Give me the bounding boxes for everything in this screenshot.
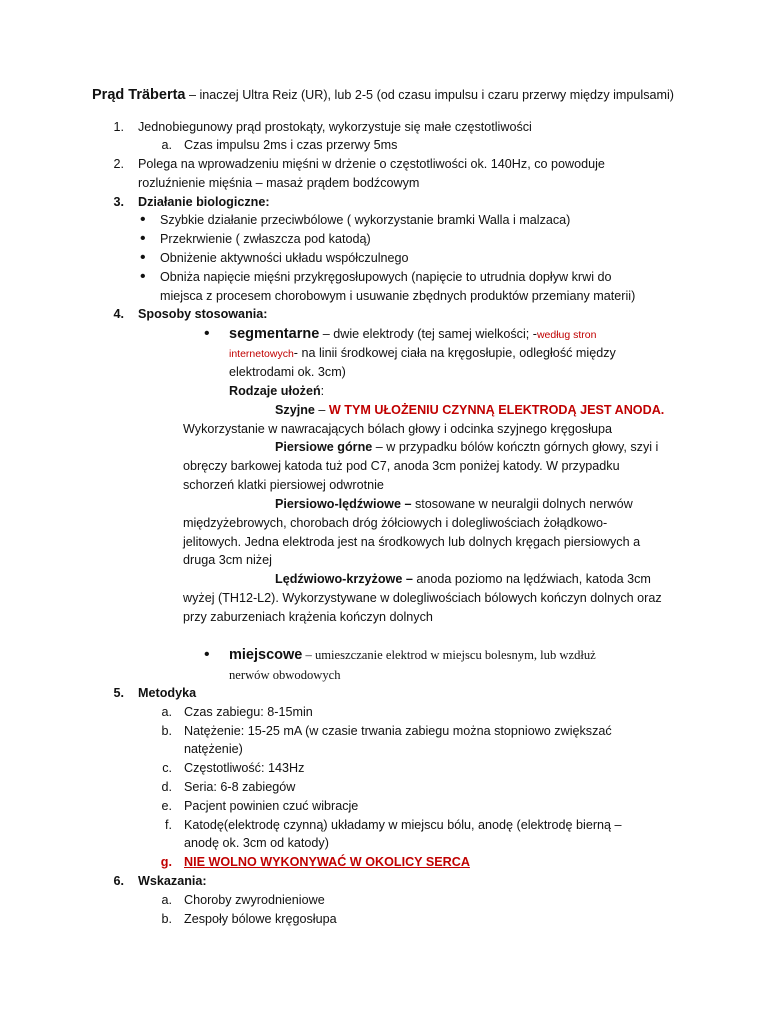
item-5e-text: Pacjent powinien czuć wibracje	[184, 799, 359, 813]
miejscowe-line1	[229, 646, 596, 664]
item-6a-text: Choroby zwyrodnieniowe	[184, 893, 325, 907]
item-5g-marker: g.	[160, 855, 172, 869]
szyjne-label: Szyjne	[275, 403, 315, 417]
rodzaje-heading	[229, 382, 324, 400]
item-2-line1: Polega na wprowadzeniu mięśni w drżenie o częstotliwości ok. 140Hz, co powoduje	[138, 157, 605, 171]
list-number-5: 5.	[113, 686, 124, 700]
list-number-6: 6.	[113, 874, 124, 888]
list-number-4: 4.	[113, 307, 124, 321]
bullet-icon: •	[204, 646, 210, 663]
bullet-icon: •	[204, 325, 210, 342]
szyjne-dash: –	[314, 403, 329, 417]
piersiowo-ledzwiowe-line2: międzyżebrowych, chorobach dróg żółciowych i dolegliwościach żołądkowo-	[183, 516, 608, 530]
item-5e-marker: e.	[161, 799, 172, 813]
item-1a-marker: a.	[161, 138, 172, 152]
item-5c-marker: c.	[162, 761, 172, 775]
item-2-line2: rozluźnienie mięśnia – masaż prądem bodźcowym	[138, 176, 420, 190]
item-3-bullet-4-line2: miejsca z procesem chorobowym i usuwanie zbędnych produktów przemiany materii)	[160, 289, 636, 303]
document-title	[92, 86, 674, 104]
rodzaje-colon: :	[320, 384, 325, 398]
segmentarne-text1: – dwie elektrody (tej samej wielkości; -	[319, 327, 537, 341]
item-3-bullet-3: Obniżenie aktywności układu współczulnego	[160, 251, 409, 265]
ledzwiowo-krzyzowe-line2: wyżej (TH12-L2). Wykorzystywane w dolegliwościach bólowych kończyn dolnych oraz	[183, 591, 662, 605]
item-3-heading: Działanie biologiczne:	[138, 195, 270, 209]
ledzwiowo-krzyzowe-label: Lędźwiowo-krzyżowe –	[275, 572, 413, 586]
segmentarne-line3: elektrodami ok. 3cm)	[229, 365, 346, 379]
piersiowo-ledzwiowe-line1	[275, 495, 633, 513]
list-number-3: 3.	[113, 195, 124, 209]
list-number-1: 1.	[113, 120, 124, 134]
item-3-bullet-1: Szybkie działanie przeciwbólowe ( wykorzystanie bramki Walla i malzaca)	[160, 213, 571, 227]
title-rest: – inaczej Ultra Reiz (UR), lub 2-5 (od czasu impulsu i czaru przerwy między impulsami)	[185, 88, 674, 102]
item-5f-line1: Katodę(elektrodę czynną) układamy w miejscu bólu, anodę (elektrodę bierną –	[184, 818, 622, 832]
miejscowe-line2: nerwów obwodowych	[229, 668, 341, 682]
list-number-2: 2.	[113, 157, 124, 171]
szyjne-line1	[275, 401, 664, 419]
ledzwiowo-krzyzowe-text1: anoda poziomo na lędźwiach, katoda 3cm	[412, 572, 651, 586]
segmentarne-line2	[229, 344, 616, 363]
segmentarne-line1	[229, 325, 596, 344]
item-5c-text: Częstotliwość: 143Hz	[184, 761, 305, 775]
item-6b-marker: b.	[161, 912, 172, 926]
piersiowo-ledzwiowe-line3: jelitowych. Jedna elektroda jest na środkowych lub dolnych kręgach piersiowych a	[183, 535, 641, 549]
ledzwiowo-krzyzowe-line1	[275, 570, 651, 588]
item-5b-marker: b.	[161, 724, 172, 738]
item-5f-marker: f.	[165, 818, 172, 832]
item-5b-line2: natężenie)	[184, 742, 243, 756]
item-6b-text: Zespoły bólowe kręgosłupa	[184, 912, 337, 926]
item-5d-marker: d.	[161, 780, 172, 794]
item-6-heading: Wskazania:	[138, 874, 207, 888]
piersiowo-ledzwiowe-line4: druga 3cm niżej	[183, 553, 272, 567]
segmentarne-red-note: według stron	[536, 329, 597, 341]
miejscowe-text1: – umieszczanie elektrod w miejscu bolesnym, lub wzdłuż	[302, 648, 596, 662]
szyjne-line2: Wykorzystanie w nawracających bólach głowy i odcinka szyjnego kręgosłupa	[183, 422, 612, 436]
piersiowo-ledzwiowe-text1: stosowane w neuralgii dolnych nerwów	[411, 497, 633, 511]
szyjne-warning: W TYM UŁOŻENIU CZYNNĄ ELEKTRODĄ JEST ANODA.	[328, 403, 665, 417]
item-1a-text: Czas impulsu 2ms i czas przerwy 5ms	[184, 138, 398, 152]
bullet-icon: •	[140, 249, 146, 266]
piersiowe-gorne-text1: – w przypadku bólów kończtn górnych głowy, szyi i	[372, 440, 659, 454]
item-6a-marker: a.	[161, 893, 172, 907]
segmentarne-red-note-2: internetowych	[229, 348, 294, 360]
piersiowe-gorne-line1	[275, 438, 658, 456]
item-5b-line1: Natężenie: 15-25 mA (w czasie trwania zabiegu można stopniowo zwiększać	[184, 724, 612, 738]
bullet-icon: •	[140, 230, 146, 247]
title-main: Prąd Träberta	[92, 87, 186, 103]
miejscowe-label: miejscowe	[229, 647, 303, 663]
segmentarne-text2: - na linii środkowej ciała na kręgosłupie, odległość między	[293, 346, 616, 360]
item-5a-marker: a.	[161, 705, 172, 719]
piersiowe-gorne-line2: obręczy barkowej katoda tuż pod C7, anoda 3cm poniżej katody. W przypadku	[183, 459, 620, 473]
piersiowe-gorne-line3: schorzeń klatki piersiowej odwrotnie	[183, 478, 384, 492]
item-3-bullet-4-line1: Obniża napięcie mięśni przykręgosłupowych (napięcie to utrudnia dopływ krwi do	[160, 270, 612, 284]
item-3-bullet-2: Przekrwienie ( zwłaszcza pod katodą)	[160, 232, 371, 246]
rodzaje-label: Rodzaje ułożeń	[229, 384, 321, 398]
piersiowe-gorne-label: Piersiowe górne	[275, 440, 373, 454]
piersiowo-ledzwiowe-label: Piersiowo-lędźwiowe –	[275, 497, 412, 511]
ledzwiowo-krzyzowe-line3: przy zaburzeniach krążenia kończyn dolnych	[183, 610, 433, 624]
bullet-icon: •	[140, 268, 146, 285]
item-5a-text: Czas zabiegu: 8-15min	[184, 705, 313, 719]
item-5-heading: Metodyka	[138, 686, 197, 700]
item-4-heading: Sposoby stosowania:	[138, 307, 268, 321]
item-5g-warning: NIE WOLNO WYKONYWAĆ W OKOLICY SERCA	[184, 855, 470, 869]
item-5d-text: Seria: 6-8 zabiegów	[184, 780, 296, 794]
bullet-icon: •	[140, 211, 146, 228]
segmentarne-label: segmentarne	[229, 326, 320, 342]
item-1-text: Jednobiegunowy prąd prostokąty, wykorzystuje się małe częstotliwości	[138, 120, 532, 134]
item-5f-line2: anodę ok. 3cm od katody)	[184, 836, 329, 850]
